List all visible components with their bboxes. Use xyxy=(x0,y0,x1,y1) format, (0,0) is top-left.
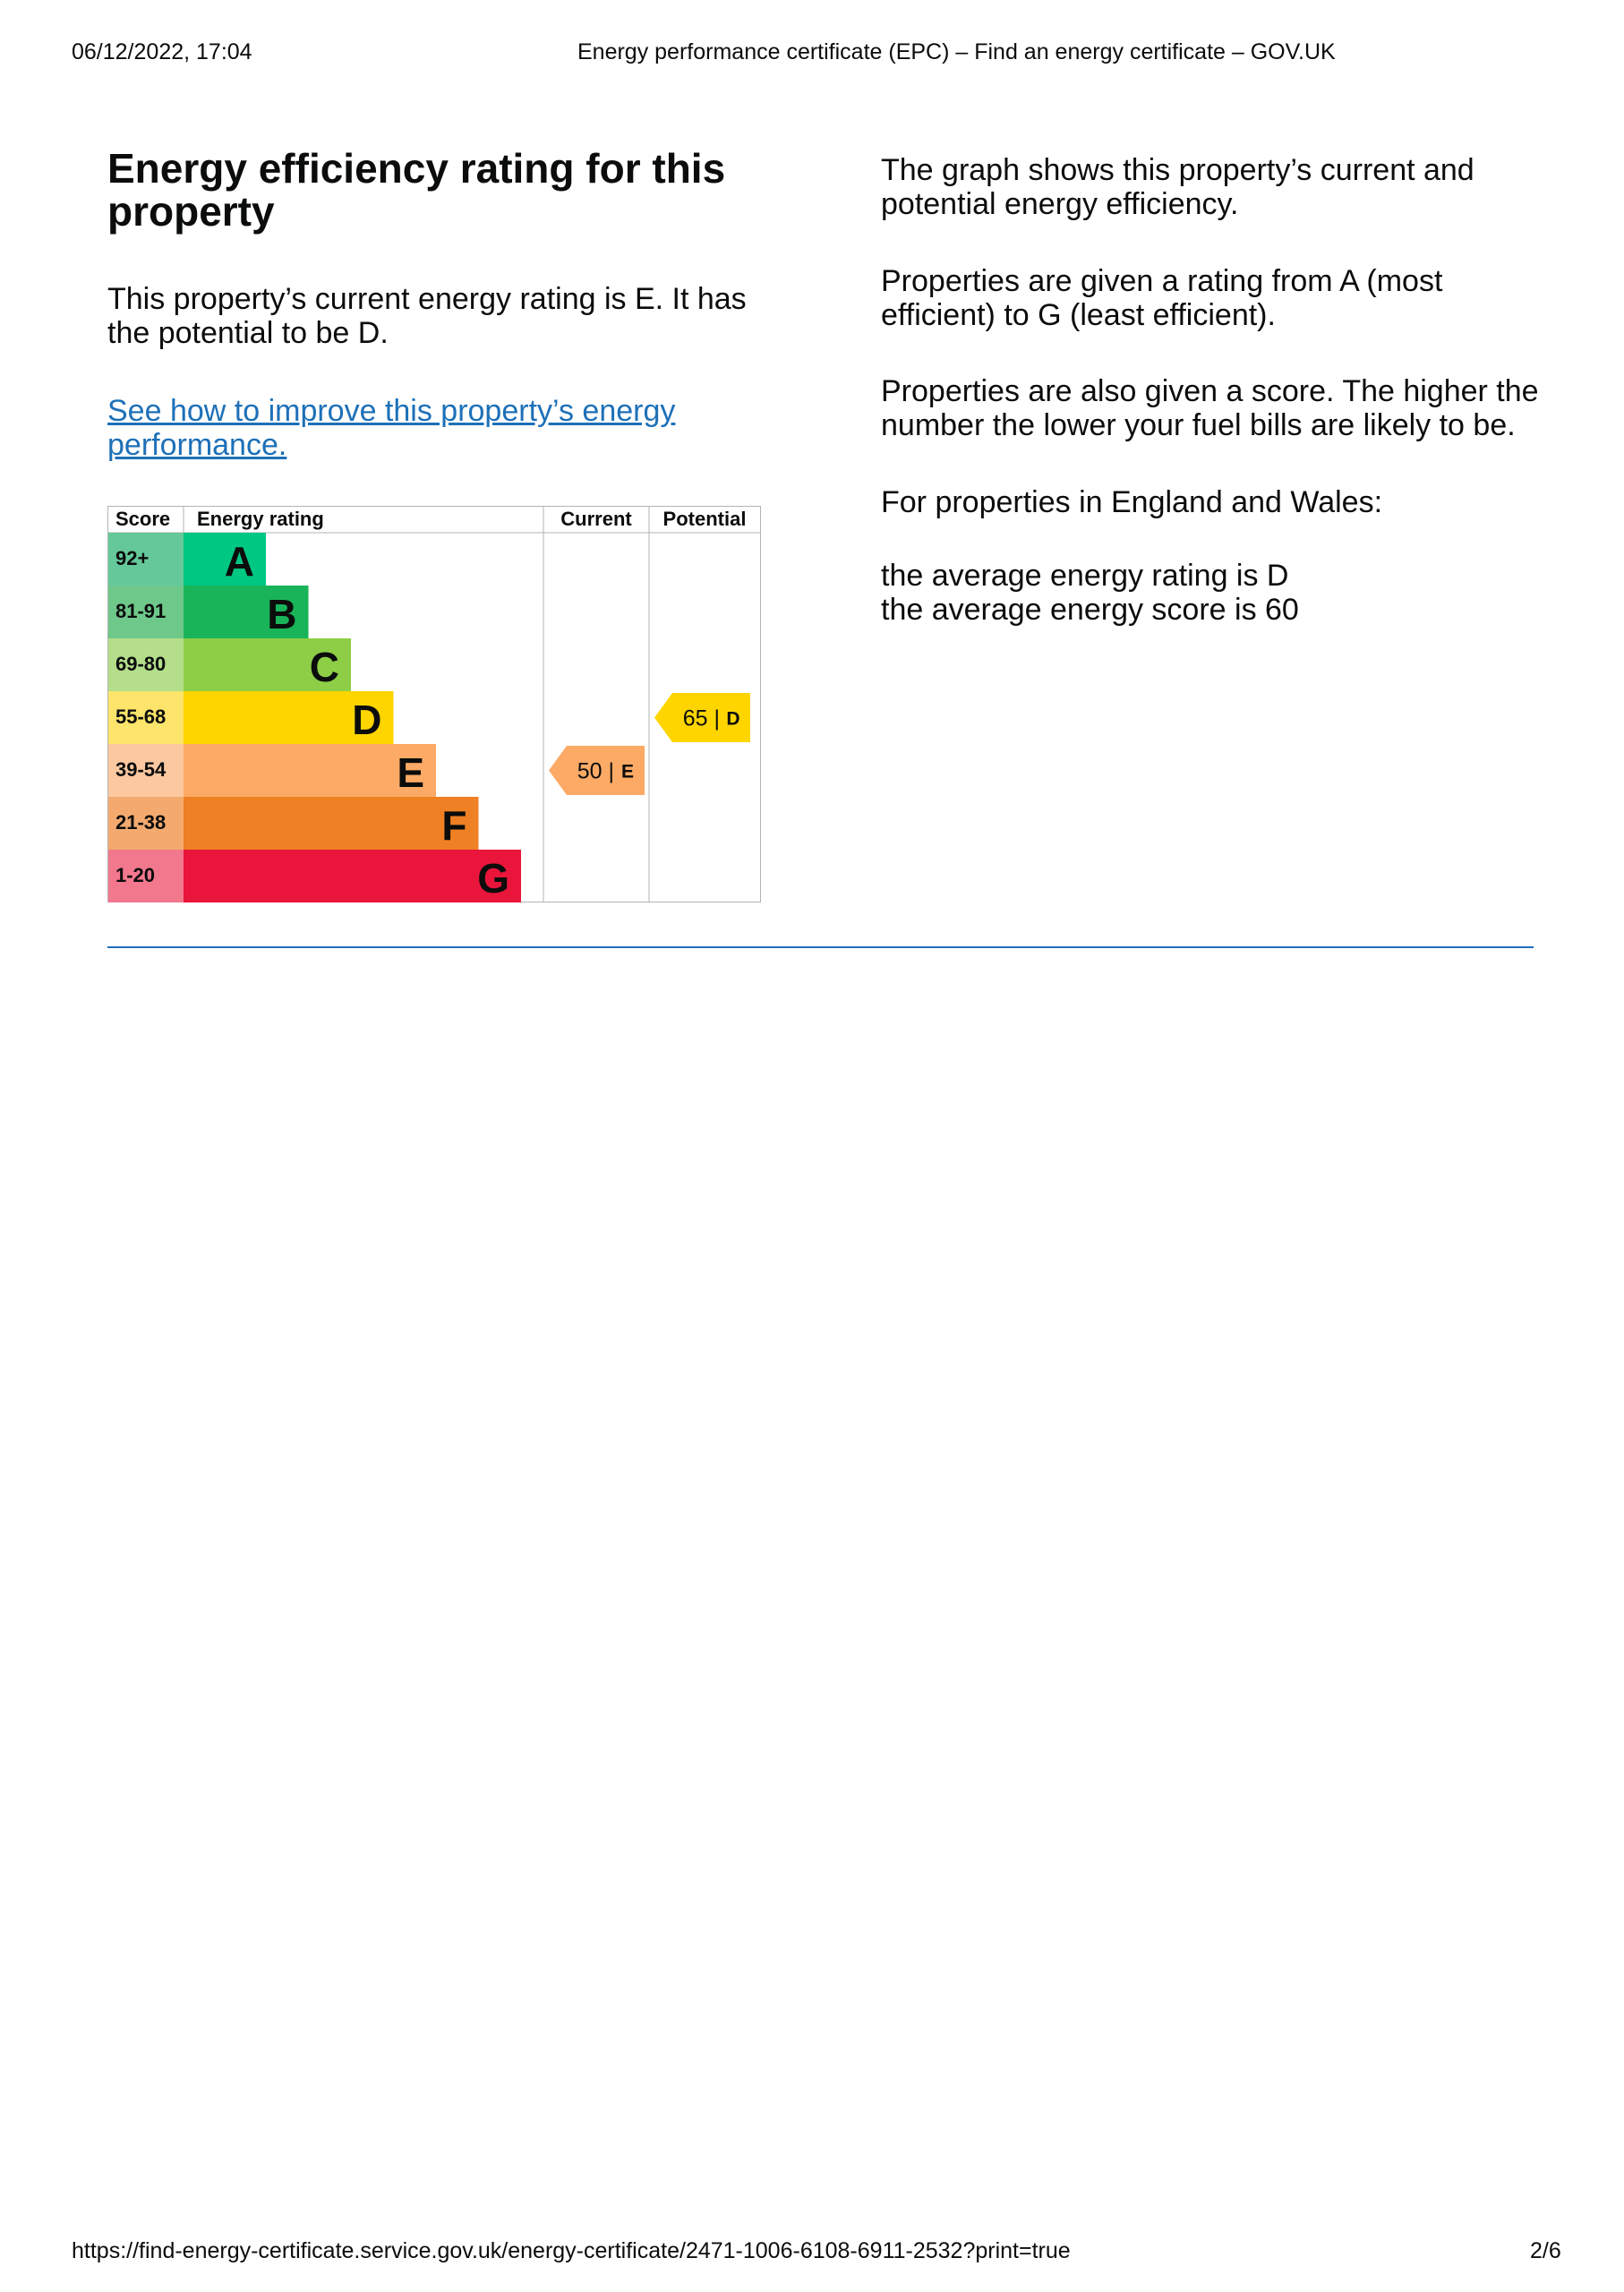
info-graph-description: The graph shows this property’s current and potential energy efficiency. xyxy=(881,153,1474,221)
rating-letter-c: C xyxy=(309,644,339,690)
rating-letter-d: D xyxy=(352,697,382,743)
header-energy-rating: Energy rating xyxy=(197,508,324,530)
page-number: 2/6 xyxy=(1530,2238,1561,2263)
page-heading: Energy efficiency rating for this property xyxy=(107,145,726,235)
rating-letter-f: F xyxy=(441,802,467,849)
header-current: Current xyxy=(560,508,632,530)
average-rating: the average energy rating is D xyxy=(881,559,1289,593)
current-score: 50 | xyxy=(577,758,614,784)
score-range-b: 81-91 xyxy=(115,600,167,622)
rating-letter-a: A xyxy=(224,538,254,585)
improve-energy-link[interactable]: See how to improve this property’s energy performance. xyxy=(107,394,676,462)
rating-bar-f xyxy=(184,797,479,850)
rating-bar-g xyxy=(184,850,521,902)
print-page-title: Energy performance certificate (EPC) – Find an energy certificate – GOV.UK xyxy=(577,39,1336,64)
info-rating-range: Properties are given a rating from A (most efficient) to G (least efficient). xyxy=(881,264,1443,332)
section-divider xyxy=(107,946,1534,948)
score-range-a: 92+ xyxy=(115,547,150,569)
score-range-e: 39-54 xyxy=(115,758,167,781)
current-band: E xyxy=(620,761,635,783)
score-range-d: 55-68 xyxy=(115,706,167,728)
average-score: the average energy score is 60 xyxy=(881,593,1299,627)
potential-score: 65 | xyxy=(682,706,720,731)
potential-band: D xyxy=(726,708,740,730)
score-range-f: 21-38 xyxy=(115,811,167,834)
energy-rating-chart xyxy=(107,506,761,905)
print-date: 06/12/2022, 17:04 xyxy=(72,39,252,64)
rating-letter-g: G xyxy=(477,855,509,902)
header-potential: Potential xyxy=(662,508,747,530)
rating-letter-b: B xyxy=(267,591,297,637)
info-averages xyxy=(881,559,1561,627)
score-range-c: 69-80 xyxy=(115,653,167,675)
score-range-g: 1-20 xyxy=(115,864,156,886)
info-score-description: Properties are also given a score. The higher the number the lower your fuel bills are likely to be. xyxy=(881,374,1539,442)
rating-summary: This property’s current energy rating is E. It has the potential to be D. xyxy=(107,282,747,350)
header-score: Score xyxy=(115,508,171,530)
print-page-url: https://find-energy-certificate.service.gov.uk/energy-certificate/2471-1006-6108-6911-2532?print=true xyxy=(72,2238,1071,2263)
rating-letter-e: E xyxy=(397,749,424,796)
info-region-intro: For properties in England and Wales: xyxy=(881,485,1383,519)
